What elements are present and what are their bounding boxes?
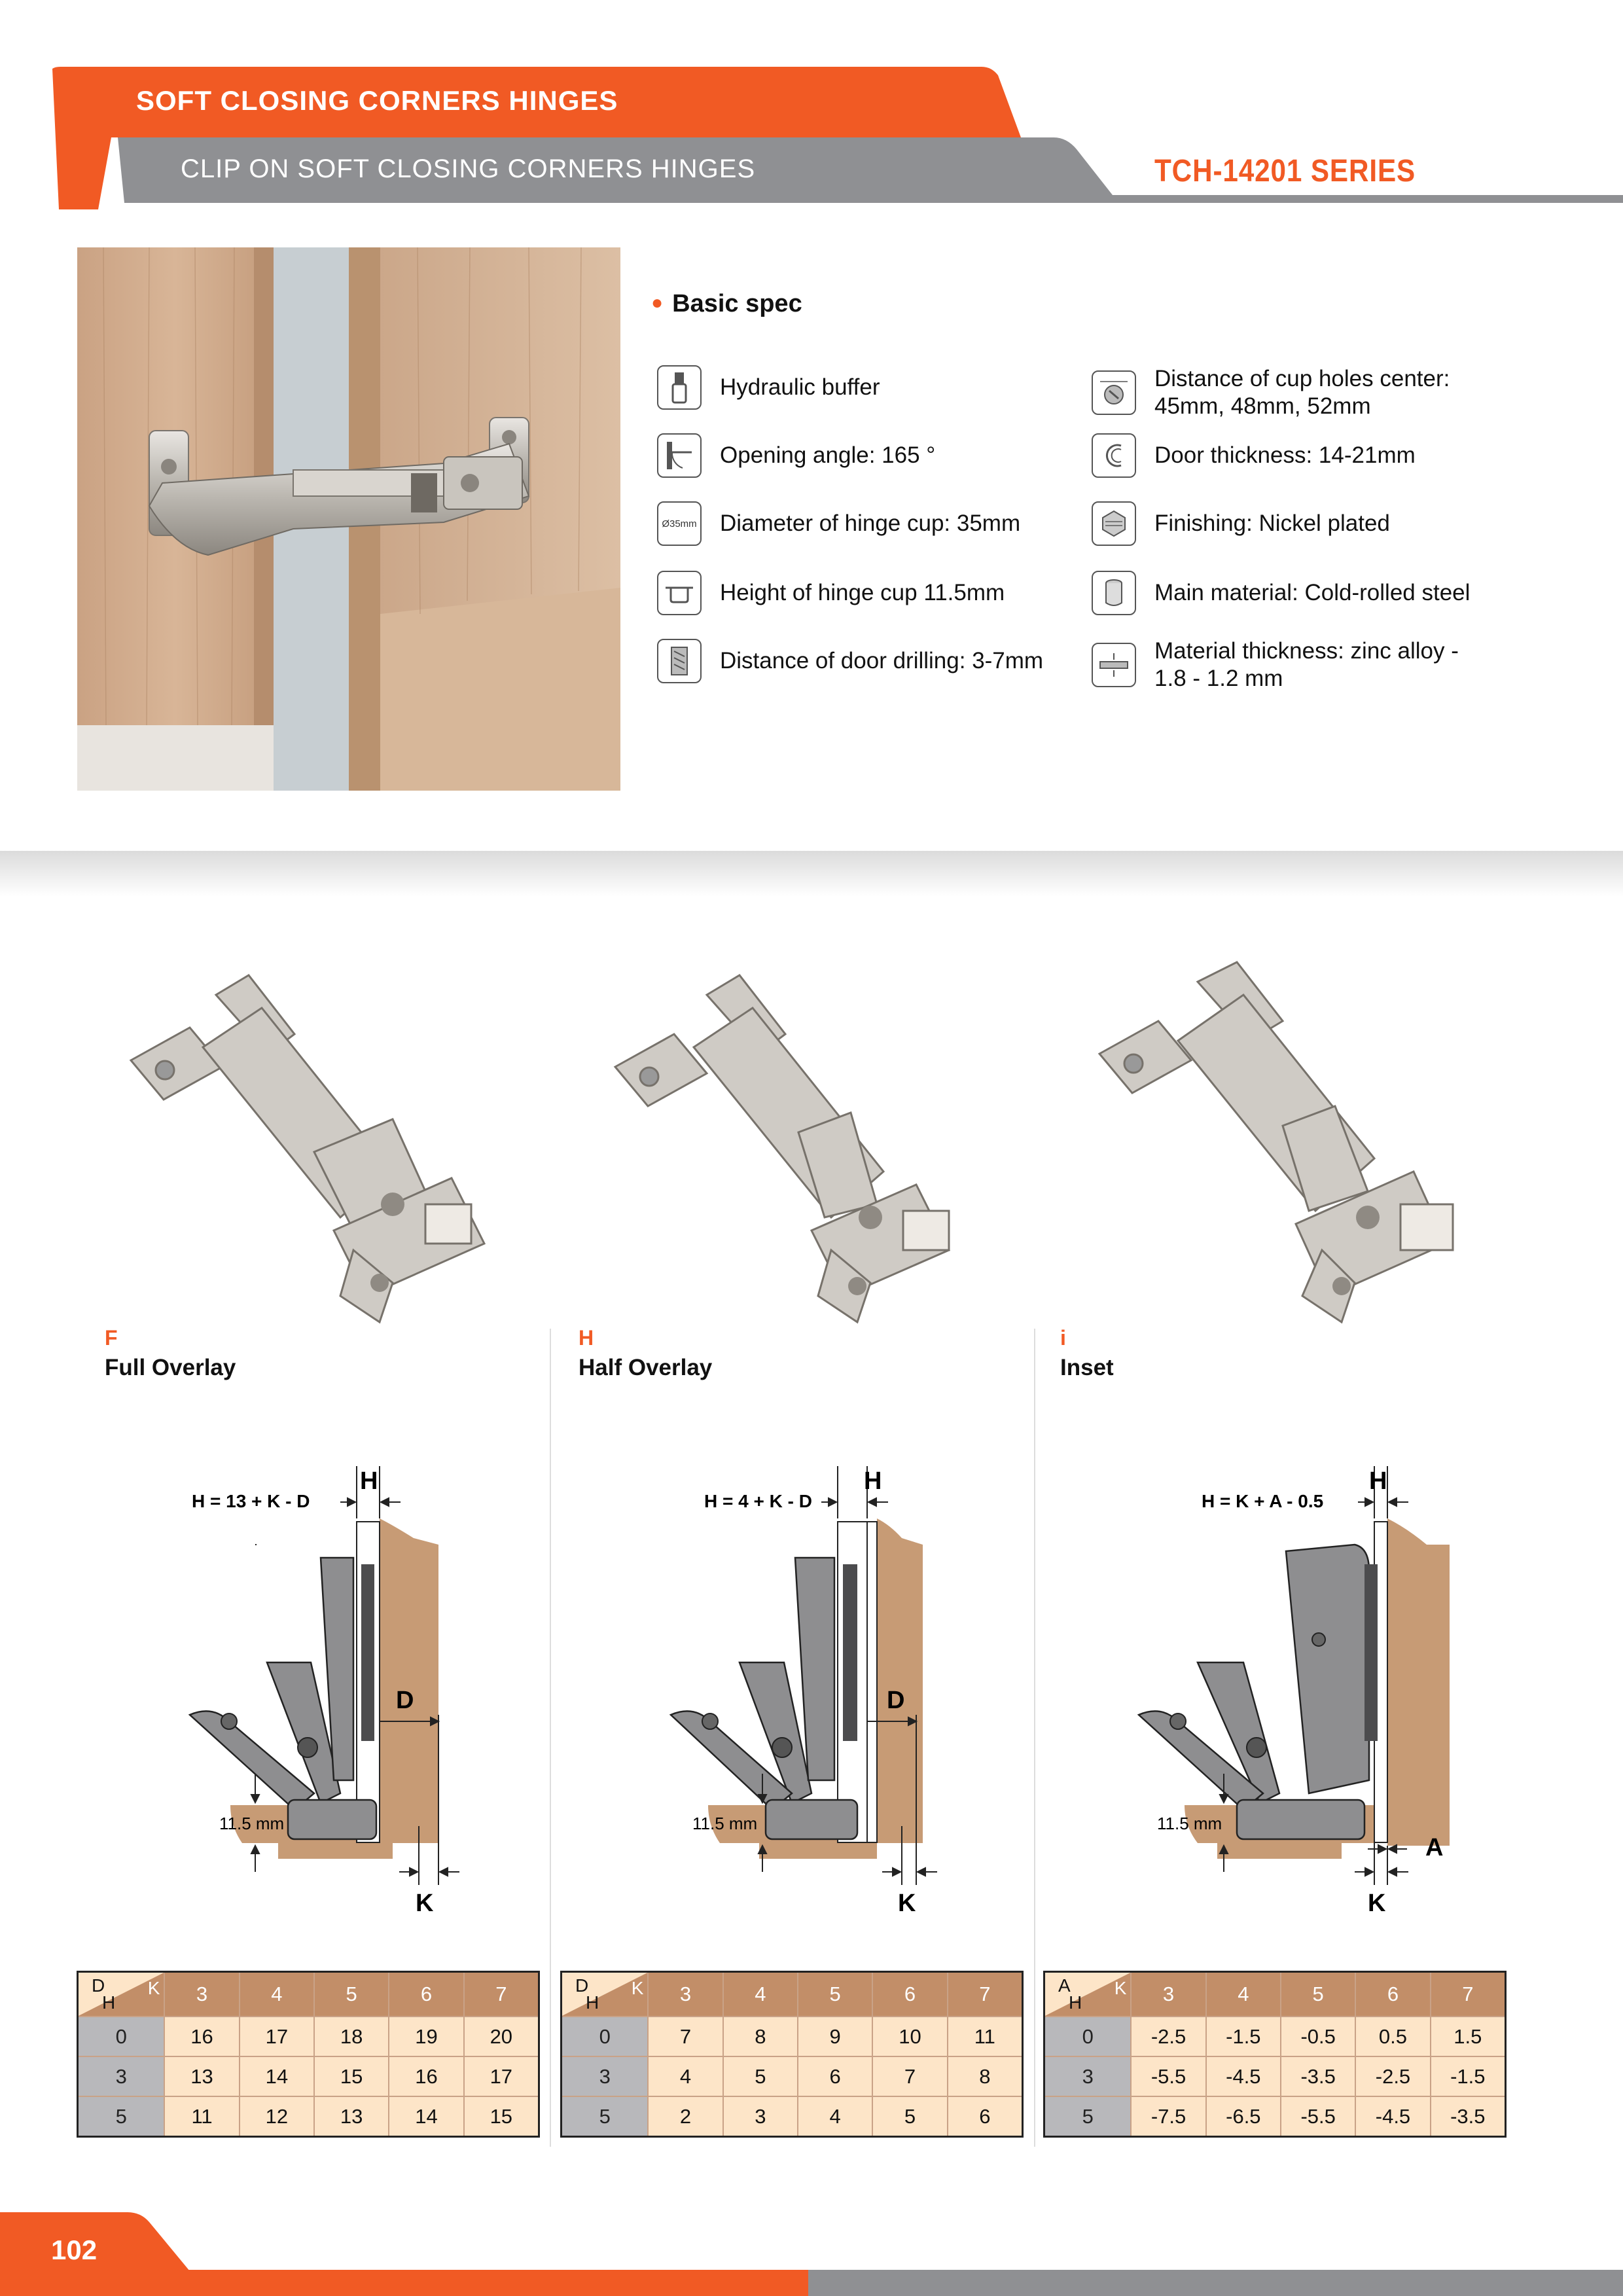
table-half-overlay: D H K 3 4 5 6 7 0 7 8 9 10 11 3 4 5 6 7 8 5 2 3 4 5 6 bbox=[560, 1971, 1024, 2138]
hydraulic-buffer-icon bbox=[657, 365, 702, 410]
spec-text: Hydraulic buffer bbox=[720, 374, 880, 400]
column-divider bbox=[1034, 1329, 1035, 2147]
type-name-half-overlay: Half Overlay bbox=[579, 1355, 713, 1380]
table-row: 0 7 8 9 10 11 bbox=[562, 2017, 1023, 2056]
label-a: A bbox=[1425, 1834, 1444, 1861]
spec-text: Diameter of hinge cup: 35mm bbox=[720, 511, 1021, 536]
opening-angle-icon bbox=[657, 433, 702, 478]
spec-item-finishing bbox=[1092, 501, 1390, 546]
table-row: 3 4 5 6 7 8 bbox=[562, 2056, 1023, 2096]
door-thickness-icon bbox=[1092, 433, 1136, 478]
spec-text: Main material: Cold-rolled steel bbox=[1154, 580, 1471, 605]
section-divider bbox=[0, 851, 1623, 897]
type-name-inset: Inset bbox=[1060, 1355, 1114, 1380]
spec-item-door-thickness bbox=[1092, 433, 1416, 478]
page-title: SOFT CLOSING CORNERS HINGES bbox=[136, 85, 618, 116]
table-row: 3 13 14 15 16 17 bbox=[78, 2056, 539, 2096]
spec-text: Material thickness: zinc alloy - 1.8 - 1.2 mm bbox=[1154, 638, 1459, 691]
type-letter-half-overlay: H bbox=[579, 1326, 594, 1350]
hinge-image-inset bbox=[1086, 942, 1505, 1348]
label-cup-height: 11.5 mm bbox=[1157, 1814, 1222, 1833]
spec-text: Door thickness: 14-21mm bbox=[1154, 442, 1416, 468]
spec-item-main-material bbox=[1092, 571, 1470, 615]
label-cup-height: 11.5 mm bbox=[692, 1814, 758, 1833]
label-d: D bbox=[887, 1687, 905, 1714]
spec-text: Distance of cup holes center: 45mm, 48mm, 52mm bbox=[1154, 366, 1450, 419]
label-h: H bbox=[864, 1467, 882, 1495]
column-divider bbox=[550, 1329, 551, 2147]
spec-text: Finishing: Nickel plated bbox=[1154, 511, 1390, 536]
material-thickness-icon bbox=[1092, 643, 1136, 687]
cup-holes-center-icon bbox=[1092, 370, 1136, 415]
hinge-installed-photo bbox=[77, 247, 620, 791]
spec-item-opening-angle bbox=[657, 433, 935, 478]
label-h: H bbox=[360, 1467, 378, 1495]
spec-item-drilling-distance bbox=[657, 639, 1043, 683]
formula-full-overlay: H = 13 + K - D bbox=[192, 1491, 310, 1511]
formula-inset: H = K + A - 0.5 bbox=[1202, 1491, 1324, 1511]
spec-item-cup-holes-center bbox=[1092, 365, 1450, 420]
drilling-distance-icon bbox=[657, 639, 702, 683]
basic-spec-heading: ● Basic spec bbox=[651, 290, 802, 317]
table-row: 0 -2.5 -1.5 -0.5 0.5 1.5 bbox=[1044, 2017, 1506, 2056]
spec-text: Opening angle: 165 ° bbox=[720, 442, 936, 468]
series-label: TCH-14201 SERIES bbox=[1154, 154, 1416, 188]
table-row: 5 11 12 13 14 15 bbox=[78, 2096, 539, 2137]
cup-height-icon bbox=[657, 571, 702, 615]
type-letter-inset: i bbox=[1060, 1326, 1066, 1350]
table-inset: A H K 3 4 5 6 7 0 -2.5 -1.5 -0.5 0.5 1.5 3 -5.5 -4.5 -3.5 -2.5 -1.5 5 -7.5 -6.5 -5.5 -4.5 -3.5 bbox=[1043, 1971, 1507, 2138]
table-row: 5 2 3 4 5 6 bbox=[562, 2096, 1023, 2137]
spec-text: Distance of door drilling: 3-7mm bbox=[720, 648, 1044, 673]
label-h: H bbox=[1369, 1467, 1387, 1495]
table-row: 0 16 17 18 19 20 bbox=[78, 2017, 539, 2056]
page-number: 102 bbox=[51, 2234, 98, 2265]
diagram-full-overlay bbox=[157, 1453, 484, 1924]
type-letter-full-overlay: F bbox=[105, 1326, 118, 1350]
spec-item-material-thickness bbox=[1092, 637, 1459, 692]
table-corner: A H K bbox=[1044, 1972, 1132, 2017]
diagram-inset bbox=[1113, 1453, 1466, 1924]
table-full-overlay: D H K 3 4 5 6 7 0 16 17 18 19 20 3 13 14 15 16 17 5 11 12 13 14 15 bbox=[77, 1971, 540, 2138]
table-row: 3 -5.5 -4.5 -3.5 -2.5 -1.5 bbox=[1044, 2056, 1506, 2096]
label-k: K bbox=[416, 1890, 434, 1917]
page-subtitle: CLIP ON SOFT CLOSING CORNERS HINGES bbox=[181, 154, 756, 183]
table-row: 5 -7.5 -6.5 -5.5 -4.5 -3.5 bbox=[1044, 2096, 1506, 2137]
diagram-half-overlay bbox=[635, 1453, 962, 1924]
hinge-image-half-overlay bbox=[602, 956, 1021, 1361]
table-corner: D H K bbox=[562, 1972, 649, 2017]
finishing-icon bbox=[1092, 501, 1136, 546]
spec-text: Height of hinge cup 11.5mm bbox=[720, 580, 1005, 605]
cup-diameter-icon-label: Ø35mm bbox=[662, 518, 697, 529]
label-k: K bbox=[1368, 1890, 1386, 1917]
footer-bar bbox=[0, 2206, 1623, 2296]
label-d: D bbox=[396, 1687, 414, 1714]
hinge-image-full-overlay bbox=[118, 956, 537, 1361]
spec-item-cup-diameter bbox=[657, 501, 1020, 546]
cup-diameter-icon bbox=[657, 501, 702, 546]
label-k: K bbox=[898, 1890, 916, 1917]
table-corner: D H K bbox=[78, 1972, 165, 2017]
label-cup-height: 11.5 mm bbox=[219, 1814, 285, 1833]
main-material-icon bbox=[1092, 571, 1136, 615]
type-name-full-overlay: Full Overlay bbox=[105, 1355, 236, 1380]
spec-item-hydraulic-buffer bbox=[657, 365, 880, 410]
formula-half-overlay: H = 4 + K - D bbox=[704, 1491, 812, 1511]
spec-item-cup-height bbox=[657, 571, 1005, 615]
